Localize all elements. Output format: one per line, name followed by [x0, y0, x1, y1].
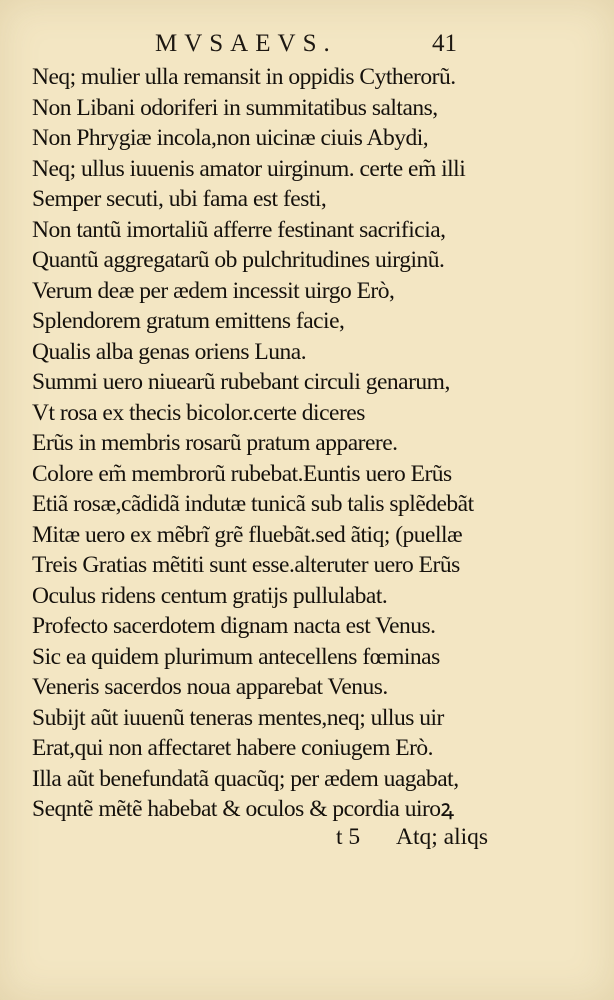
text-line: Sic ea quidem plurimum antecellens fœminas [32, 643, 440, 670]
page-footer [0, 824, 614, 856]
text-line: Non tantũ imortaliũ afferre festinant sacrificia, [32, 216, 446, 243]
text-line: Oculus ridens centum gratijs pullulabat. [32, 582, 388, 609]
running-head [0, 30, 614, 64]
text-line: Non Phrygiæ incola,non uicinæ ciuis Abydi, [32, 125, 429, 151]
text-line: Colore em̃ membrorũ rubebat.Euntis uero Erũs [32, 460, 452, 487]
text-line: Mitæ uero ex mẽbrĩ grẽ fluebãt.sed ãtiq; (puellæ [32, 521, 463, 548]
catchword: Atq; aliqs [396, 824, 489, 850]
text-line: Erũs in membris rosarũ pratum apparere. [32, 430, 398, 456]
text-line: Treis Gratias mẽtiti sunt esse.alteruter uero Erũs [32, 552, 460, 578]
text-line: Vt rosa ex thecis bicolor.certe diceres [32, 399, 365, 426]
text-line: Erat,qui non affectaret habere coniugem Erò. [32, 735, 434, 761]
running-title: MVSAEVS. [155, 30, 337, 57]
text-line: Qualis alba genas oriens Luna. [32, 338, 307, 365]
page-number: 41 [432, 30, 457, 57]
verse-text-block [32, 62, 502, 825]
text-line: Illa aũt benefundatã quacũq; per ædem uagabat, [32, 765, 459, 792]
text-line: Neq; mulier ulla remansit in oppidis Cytherorũ. [32, 64, 456, 90]
text-line: Non Libani odoriferi in summitatibus saltans, [32, 94, 438, 121]
text-line: Profecto sacerdotem dignam nacta est Venus. [32, 613, 436, 639]
text-line: Subijt aũt iuuenũ teneras mentes,neq; ullus uir [32, 704, 444, 731]
text-line: Seqntẽ mẽtẽ habebat & oculos & pcordia uiroꝝ [32, 796, 454, 822]
text-line: Neq; ullus iuuenis amator uirginum. certe em̃ illi [32, 155, 466, 182]
text-line: Splendorem gratum emittens facie, [32, 308, 345, 334]
text-line: Semper secuti, ubi fama est festi, [32, 186, 327, 212]
text-line: Summi uero niuearũ rubebant circuli genarum, [32, 369, 450, 395]
text-line: Quantũ aggregatarũ ob pulchritudines uirginũ. [32, 247, 445, 273]
text-line: Veneris sacerdos noua apparebat Venus. [32, 674, 388, 700]
signature-mark: t 5 [336, 824, 361, 850]
text-line: Etiã rosæ,cãdidã indutæ tunicã sub talis splẽdebãt [32, 491, 474, 517]
text-line: Verum deæ per ædem incessit uirgo Erò, [32, 277, 395, 304]
